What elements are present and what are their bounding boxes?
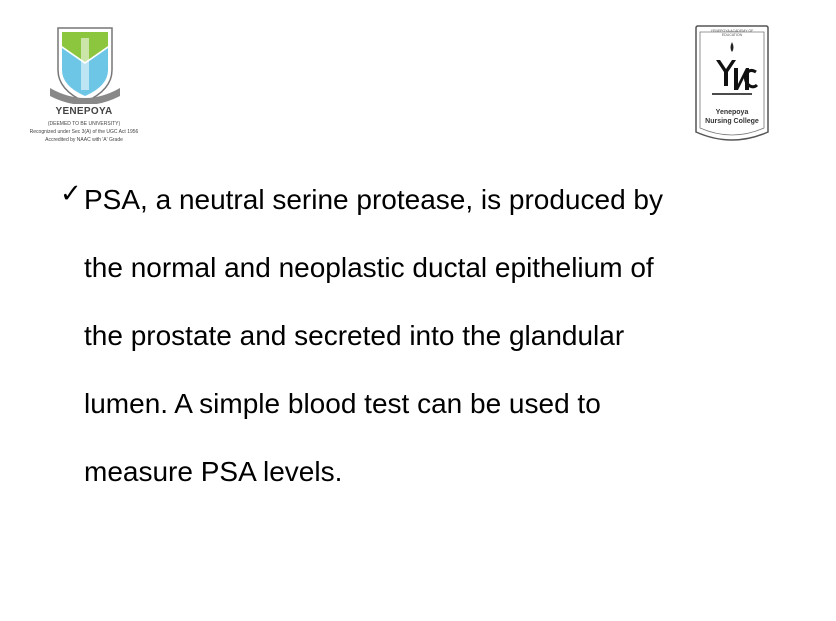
body-line: lumen. A simple blood test can be used to <box>84 388 601 419</box>
logo-subline: Recognized under Sec 3(A) of the UGC Act 1956 <box>29 129 139 135</box>
checkmark-icon: ✓ <box>60 179 82 209</box>
nursing-college-emblem-icon <box>694 24 770 148</box>
slide-body <box>84 166 804 506</box>
body-line: PSA, a neutral serine protease, is produced by <box>84 184 664 215</box>
body-line: measure PSA levels. <box>84 456 343 487</box>
yenepoya-university-logo <box>24 24 144 154</box>
logo-caption-line: Yenepoya <box>715 109 749 116</box>
logo-wordmark: YENEPOYA <box>55 106 113 117</box>
logo-subline: (DEEMED TO BE UNIVERSITY) <box>47 121 121 127</box>
yenepoya-nursing-college-logo <box>694 24 770 148</box>
body-line: the normal and neoplastic ductal epithelium of <box>84 252 654 283</box>
logo-caption <box>698 108 766 126</box>
logo-caption-line: Nursing College <box>705 118 759 125</box>
logo-subline: Accredited by NAAC with 'A' Grade <box>45 137 123 143</box>
logo-top-text: YENEPOYA ACADEMY OF EDUCATION <box>710 29 754 37</box>
body-line: the prostate and secreted into the glandular <box>84 320 625 351</box>
university-crest-icon <box>50 24 120 104</box>
